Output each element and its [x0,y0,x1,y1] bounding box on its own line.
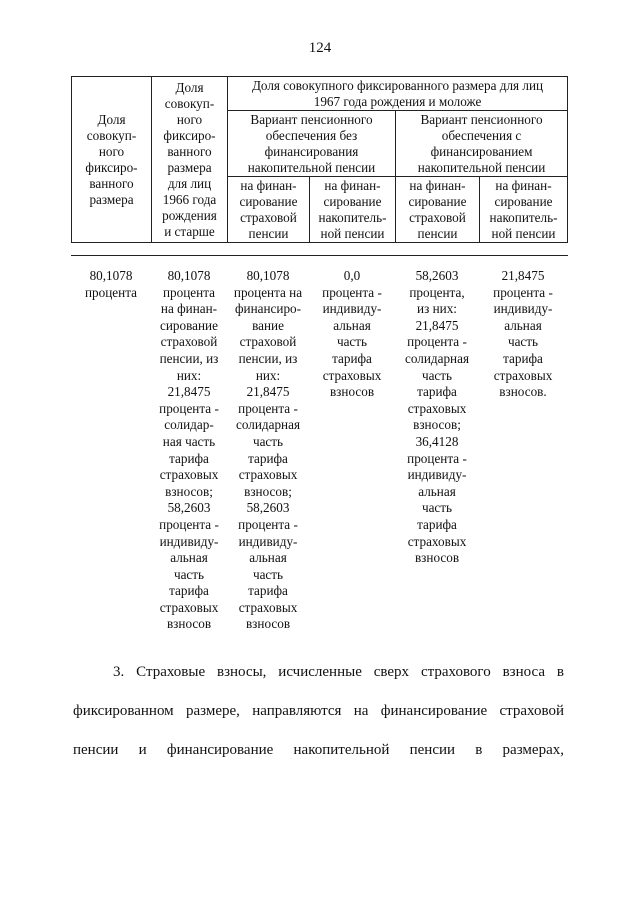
cell-total-share: 80,1078 процента [85,268,137,300]
header-insurance-pension-1: на финан- сирование страховой пенсии [228,177,310,243]
header-share-1967-younger: Доля совокупного фиксированного размера для лиц 1967 года рождения и моложе [228,77,568,111]
header-share-1966-older: Доля совокуп- ного фиксиро- ванного размера для лиц 1966 года рождения и старше [152,77,228,243]
paragraph-line-1: 3. Страховые взносы, исчисленные сверх страхового взноса в [113,664,564,680]
header-variant-without-funded: Вариант пенсионного обеспечения без финансирования накопительной пенсии [228,111,396,177]
header-total-share: Доля совокуп- ного фиксиро- ванного размера [72,77,152,243]
contribution-table-header [71,76,568,243]
page-number: 124 [308,40,332,56]
paragraph-line-2: фиксированном размере, направляются на финансирование страховой [73,703,564,719]
cell-share-1966-older: 80,1078 процента на финан- сирование страховой пенсии, из них: 21,8475 процента - солидар- ная часть тарифа страховых взносов; 58,2603 процента - индивиду- альная часть тарифа страховых взносов [159,268,219,632]
cell-with-funded-insurance: 58,2603 процента, из них: 21,8475 процента - солидарная часть тарифа страховых взносов; 36,4128 процента - индивиду- альная часть тарифа страховых взносов [404,268,470,566]
paragraph-line-3: пенсии и финансирование накопительной пенсии в размерах, [73,742,564,758]
header-insurance-pension-2: на финан- сирование страховой пенсии [396,177,480,243]
header-variant-with-funded: Вариант пенсионного обеспечения с финансированием накопительной пенсии [396,111,568,177]
cell-without-funded-funded: 0,0 процента - индивиду- альная часть тарифа страховых взносов [322,268,382,400]
cell-without-funded-insurance: 80,1078 процента на финансиро- вание страховой пенсии, из них: 21,8475 процента - солидарная часть тарифа страховых взносов; 58,2603 процента - индивиду- альная часть тарифа страховых взносов [233,268,303,632]
table-separator [71,255,568,256]
header-funded-pension-2: на финан- сирование накопитель- ной пенсии [480,177,568,243]
header-funded-pension-1: на финан- сирование накопитель- ной пенсии [310,177,396,243]
cell-with-funded-funded: 21,8475 процента - индивиду- альная часть тарифа страховых взносов. [493,268,553,400]
